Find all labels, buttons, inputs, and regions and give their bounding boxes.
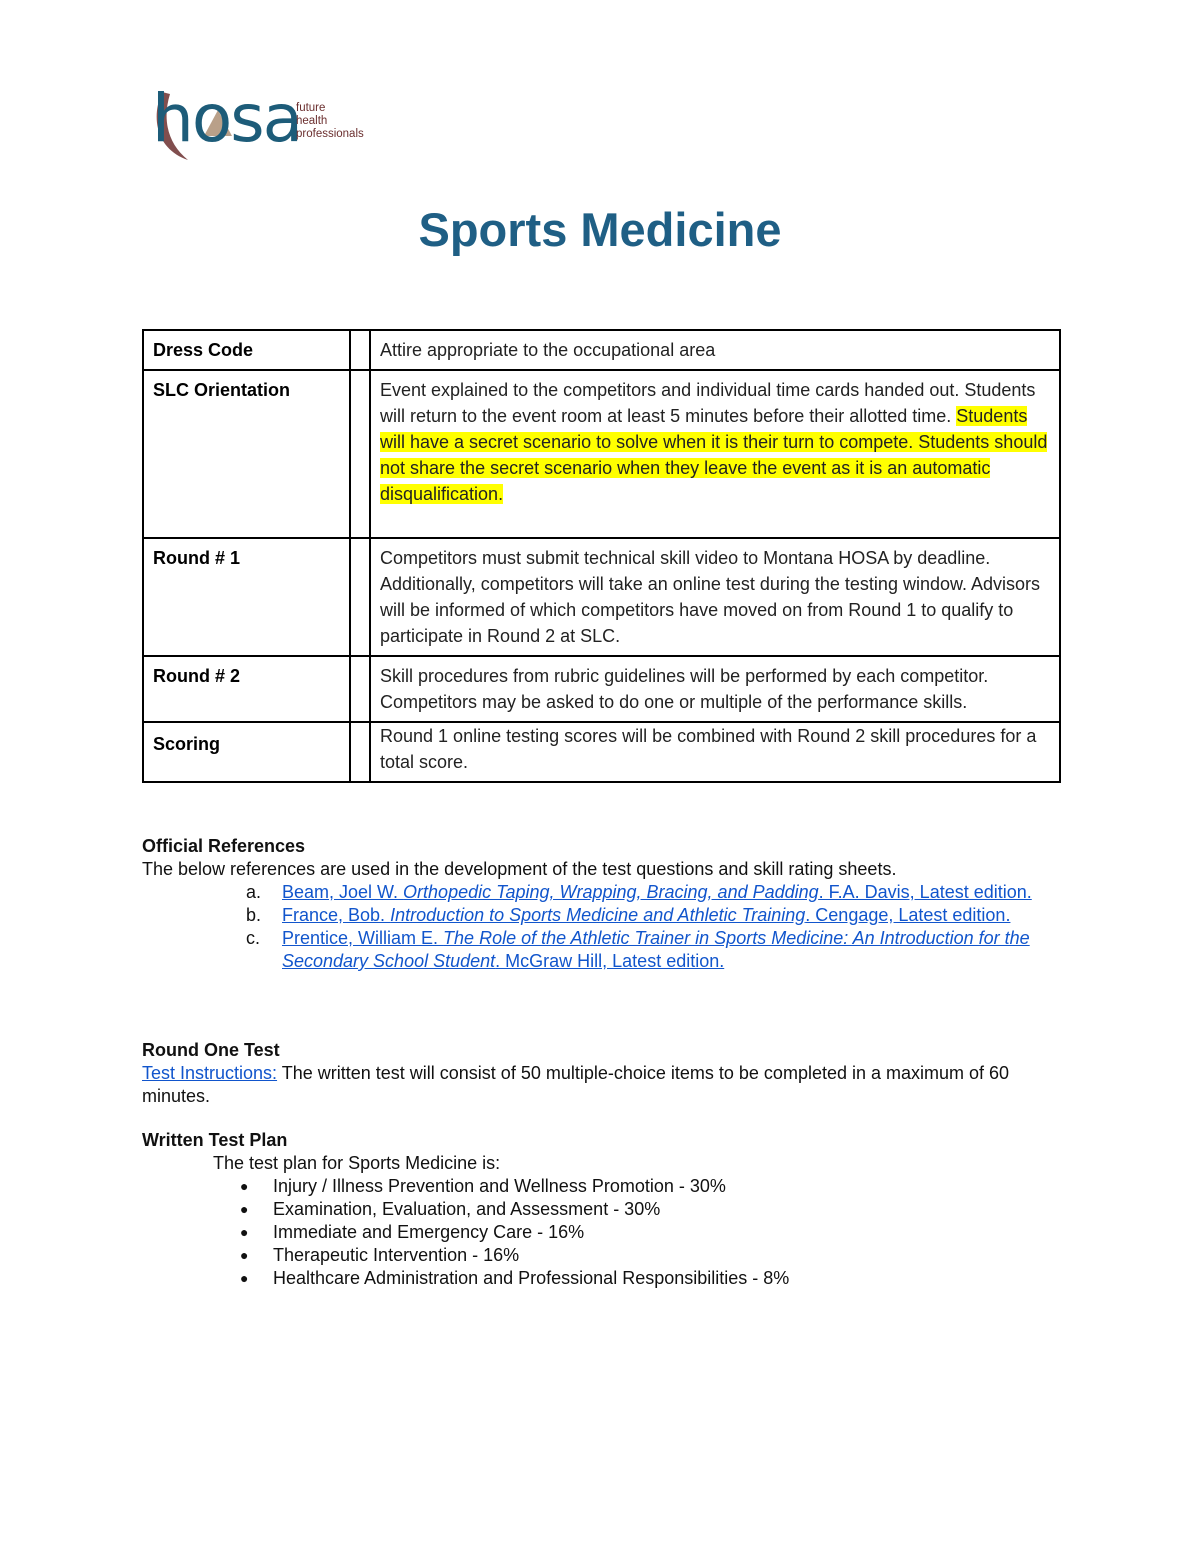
spacer-cell bbox=[350, 370, 370, 538]
spacer-cell bbox=[350, 722, 370, 782]
ref-title: The Role of the Athletic Trainer in Sports Medicine: An Introduction for the Secondary School Student bbox=[282, 928, 1030, 971]
ref-author: Prentice, William E. bbox=[282, 928, 444, 948]
bullet-icon: ● bbox=[240, 1247, 249, 1263]
table-row bbox=[143, 370, 1060, 538]
logo-tagline-line: health bbox=[296, 115, 328, 127]
spacer-cell bbox=[350, 656, 370, 722]
list-item bbox=[142, 1267, 1067, 1290]
table-row bbox=[143, 538, 1060, 656]
logo-wordmark: hosa bbox=[152, 80, 302, 157]
list-item bbox=[142, 1198, 1067, 1221]
list-item bbox=[142, 927, 1042, 973]
row-text-plain: Event explained to the competitors and individual time cards handed out. Students will return to the event room at least 5 minutes before their allotted time. bbox=[380, 380, 1036, 426]
page-title: Sports Medicine bbox=[418, 203, 782, 256]
row-text bbox=[370, 370, 1060, 538]
row-label: Round # 2 bbox=[143, 656, 350, 722]
table-row bbox=[143, 656, 1060, 722]
list-marker: b. bbox=[246, 905, 262, 925]
row-text: Round 1 online testing scores will be combined with Round 2 skill procedures for a total score. bbox=[370, 722, 1060, 782]
row-text: Skill procedures from rubric guidelines will be performed by each competitor. Competitors may be asked to do one or multiple of the performance skills. bbox=[370, 656, 1060, 722]
row-text: Attire appropriate to the occupational area bbox=[370, 330, 1060, 370]
ref-rest: . Cengage, Latest edition. bbox=[805, 905, 1011, 925]
test-instructions-link[interactable]: Test Instructions: bbox=[142, 1063, 278, 1083]
list-item-text: Injury / Illness Prevention and Wellness Promotion - 30% bbox=[273, 1176, 726, 1196]
list-item bbox=[142, 1175, 1067, 1198]
references-intro: The below references are used in the development of the test questions and skill rating sheets. bbox=[142, 859, 897, 879]
list-item bbox=[142, 904, 1042, 927]
bullet-icon: ● bbox=[240, 1201, 249, 1217]
list-item-text: Healthcare Administration and Professional Responsibilities - 8% bbox=[273, 1268, 790, 1288]
ref-title: Introduction to Sports Medicine and Athletic Training bbox=[390, 905, 806, 925]
row-label: Round # 1 bbox=[143, 538, 350, 656]
ref-rest: . McGraw Hill, Latest edition. bbox=[495, 951, 725, 971]
references-heading: Official References bbox=[142, 836, 306, 856]
list-item-text: Immediate and Emergency Care - 16% bbox=[273, 1222, 585, 1242]
list-item bbox=[142, 881, 1042, 904]
ref-rest: . F.A. Davis, Latest edition. bbox=[818, 882, 1032, 902]
list-item-text: Therapeutic Intervention - 16% bbox=[273, 1245, 520, 1265]
list-item-text: Examination, Evaluation, and Assessment - 30% bbox=[273, 1199, 661, 1219]
row-label: Scoring bbox=[143, 722, 350, 782]
references-section bbox=[142, 835, 1072, 973]
round-one-text bbox=[142, 1062, 1067, 1108]
ref-author: Beam, Joel W. bbox=[282, 882, 404, 902]
list-marker: c. bbox=[246, 928, 261, 948]
ref-author: France, Bob. bbox=[282, 905, 391, 925]
list-marker: a. bbox=[246, 882, 262, 902]
references-list bbox=[142, 881, 1072, 973]
round-one-section bbox=[142, 1039, 1067, 1108]
bullet-icon: ● bbox=[240, 1224, 249, 1240]
bullet-icon: ● bbox=[240, 1270, 249, 1286]
round-one-heading: Round One Test bbox=[142, 1040, 280, 1060]
logo-tagline-line: professionals bbox=[296, 128, 364, 140]
reference-link[interactable] bbox=[282, 928, 1030, 971]
test-plan-heading: Written Test Plan bbox=[142, 1130, 288, 1150]
reference-link[interactable] bbox=[282, 882, 1032, 902]
spacer-cell bbox=[350, 330, 370, 370]
list-item bbox=[142, 1221, 1067, 1244]
reference-link[interactable] bbox=[282, 905, 1010, 925]
spacer-cell bbox=[350, 538, 370, 656]
table-row bbox=[143, 722, 1060, 782]
row-label: Dress Code bbox=[143, 330, 350, 370]
table-row bbox=[143, 330, 1060, 370]
ref-title: Orthopedic Taping, Wrapping, Bracing, and Padding bbox=[403, 882, 819, 902]
list-item bbox=[142, 1244, 1067, 1267]
test-plan-section bbox=[142, 1129, 1067, 1290]
test-plan-list bbox=[142, 1175, 1067, 1290]
logo-tagline bbox=[296, 102, 364, 141]
round-one-body: The written test will consist of 50 multiple-choice items to be completed in a maximum of 60 minutes. bbox=[142, 1063, 1010, 1106]
test-plan-intro: The test plan for Sports Medicine is: bbox=[213, 1153, 501, 1173]
row-text: Competitors must submit technical skill video to Montana HOSA by deadline. Additionally, competitors will take an online test during the testing window. Advisors will be informed of which competitors have moved on from Round 1 to qualify to participate in Round 2 at SLC. bbox=[370, 538, 1060, 656]
event-info-table bbox=[142, 329, 1061, 783]
hosa-logo bbox=[148, 80, 378, 170]
highlighted-text: Students will have a secret scenario to solve when it is their turn to compete. Students should not share the secret scenario when they leave the event as it is an automatic disqualification. bbox=[380, 406, 1048, 504]
logo-tagline-line: future bbox=[296, 102, 326, 114]
bullet-icon: ● bbox=[240, 1178, 249, 1194]
row-label: SLC Orientation bbox=[143, 370, 350, 538]
